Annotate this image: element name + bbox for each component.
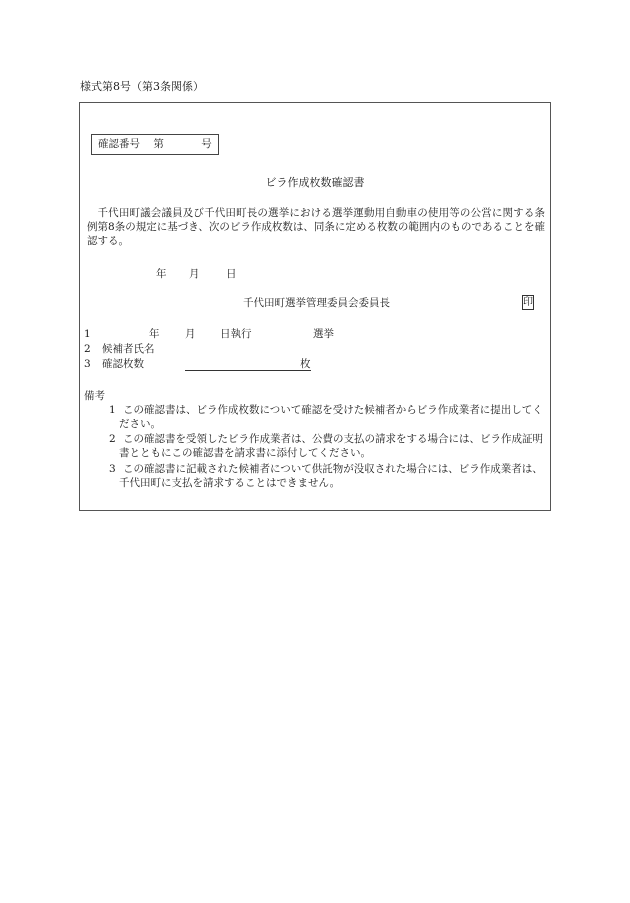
item-2-label: 候補者氏名 — [102, 343, 155, 355]
item-1-year: 年 — [149, 328, 160, 340]
seal-mark: 印 — [523, 297, 533, 308]
item-1-number: 1 — [84, 328, 91, 340]
confirmation-number-dai: 第 — [153, 138, 164, 150]
date-month: 月 — [189, 268, 200, 280]
confirmation-number-box — [91, 134, 219, 155]
note-item-2 — [109, 432, 547, 460]
confirmation-number-go: 号 — [201, 138, 212, 150]
item-2-number: 2 — [84, 343, 91, 355]
item-3-count-field — [185, 358, 311, 371]
item-3-unit: 枚 — [300, 358, 311, 370]
notes-title: 備考 — [84, 390, 105, 402]
note-number: 2 — [109, 433, 116, 445]
date-year: 年 — [156, 268, 167, 280]
item-3-label: 確認枚数 — [102, 358, 144, 370]
date-day: 日 — [226, 268, 237, 280]
note-item-1 — [109, 403, 547, 431]
committee-chair: 千代田町選挙管理委員会委員長 — [243, 297, 390, 309]
body-paragraph: 千代田町議会議員及び千代田町長の選挙における選挙運動用自動車の使用等の公営に関する条例第8条の規定に基づき、次のビラ作成枚数は、同条に定める枚数の範囲内のものであることを確認する。 — [87, 207, 545, 247]
note-text: この確認書は、ビラ作成枚数について確認を受けた候補者からビラ作成業者に提出してください。 — [119, 404, 543, 430]
note-text: この確認書を受領したビラ作成業者は、公費の支払の請求をする場合には、ビラ作成証明書とともにこの確認書を請求書に添付してください。 — [119, 433, 543, 459]
note-number: 3 — [109, 463, 116, 475]
confirmation-form — [79, 102, 551, 511]
item-1-month: 月 — [185, 328, 196, 340]
document-title: ビラ作成枚数確認書 — [265, 176, 365, 189]
count-underline — [185, 358, 300, 371]
confirmation-number-label: 確認番号 — [98, 138, 140, 150]
item-1-day-held: 日執行 — [220, 328, 252, 340]
note-number: 1 — [109, 404, 116, 416]
item-1-election: 選挙 — [313, 328, 334, 340]
note-item-3 — [109, 462, 547, 490]
note-text: この確認書に記載された候補者について供託物が没収された場合には、ビラ作成業者は、千代田町に支払を請求することはできません。 — [119, 463, 543, 489]
form-number-header: 様式第8号（第3条関係） — [80, 80, 204, 93]
item-3-number: 3 — [84, 358, 91, 370]
